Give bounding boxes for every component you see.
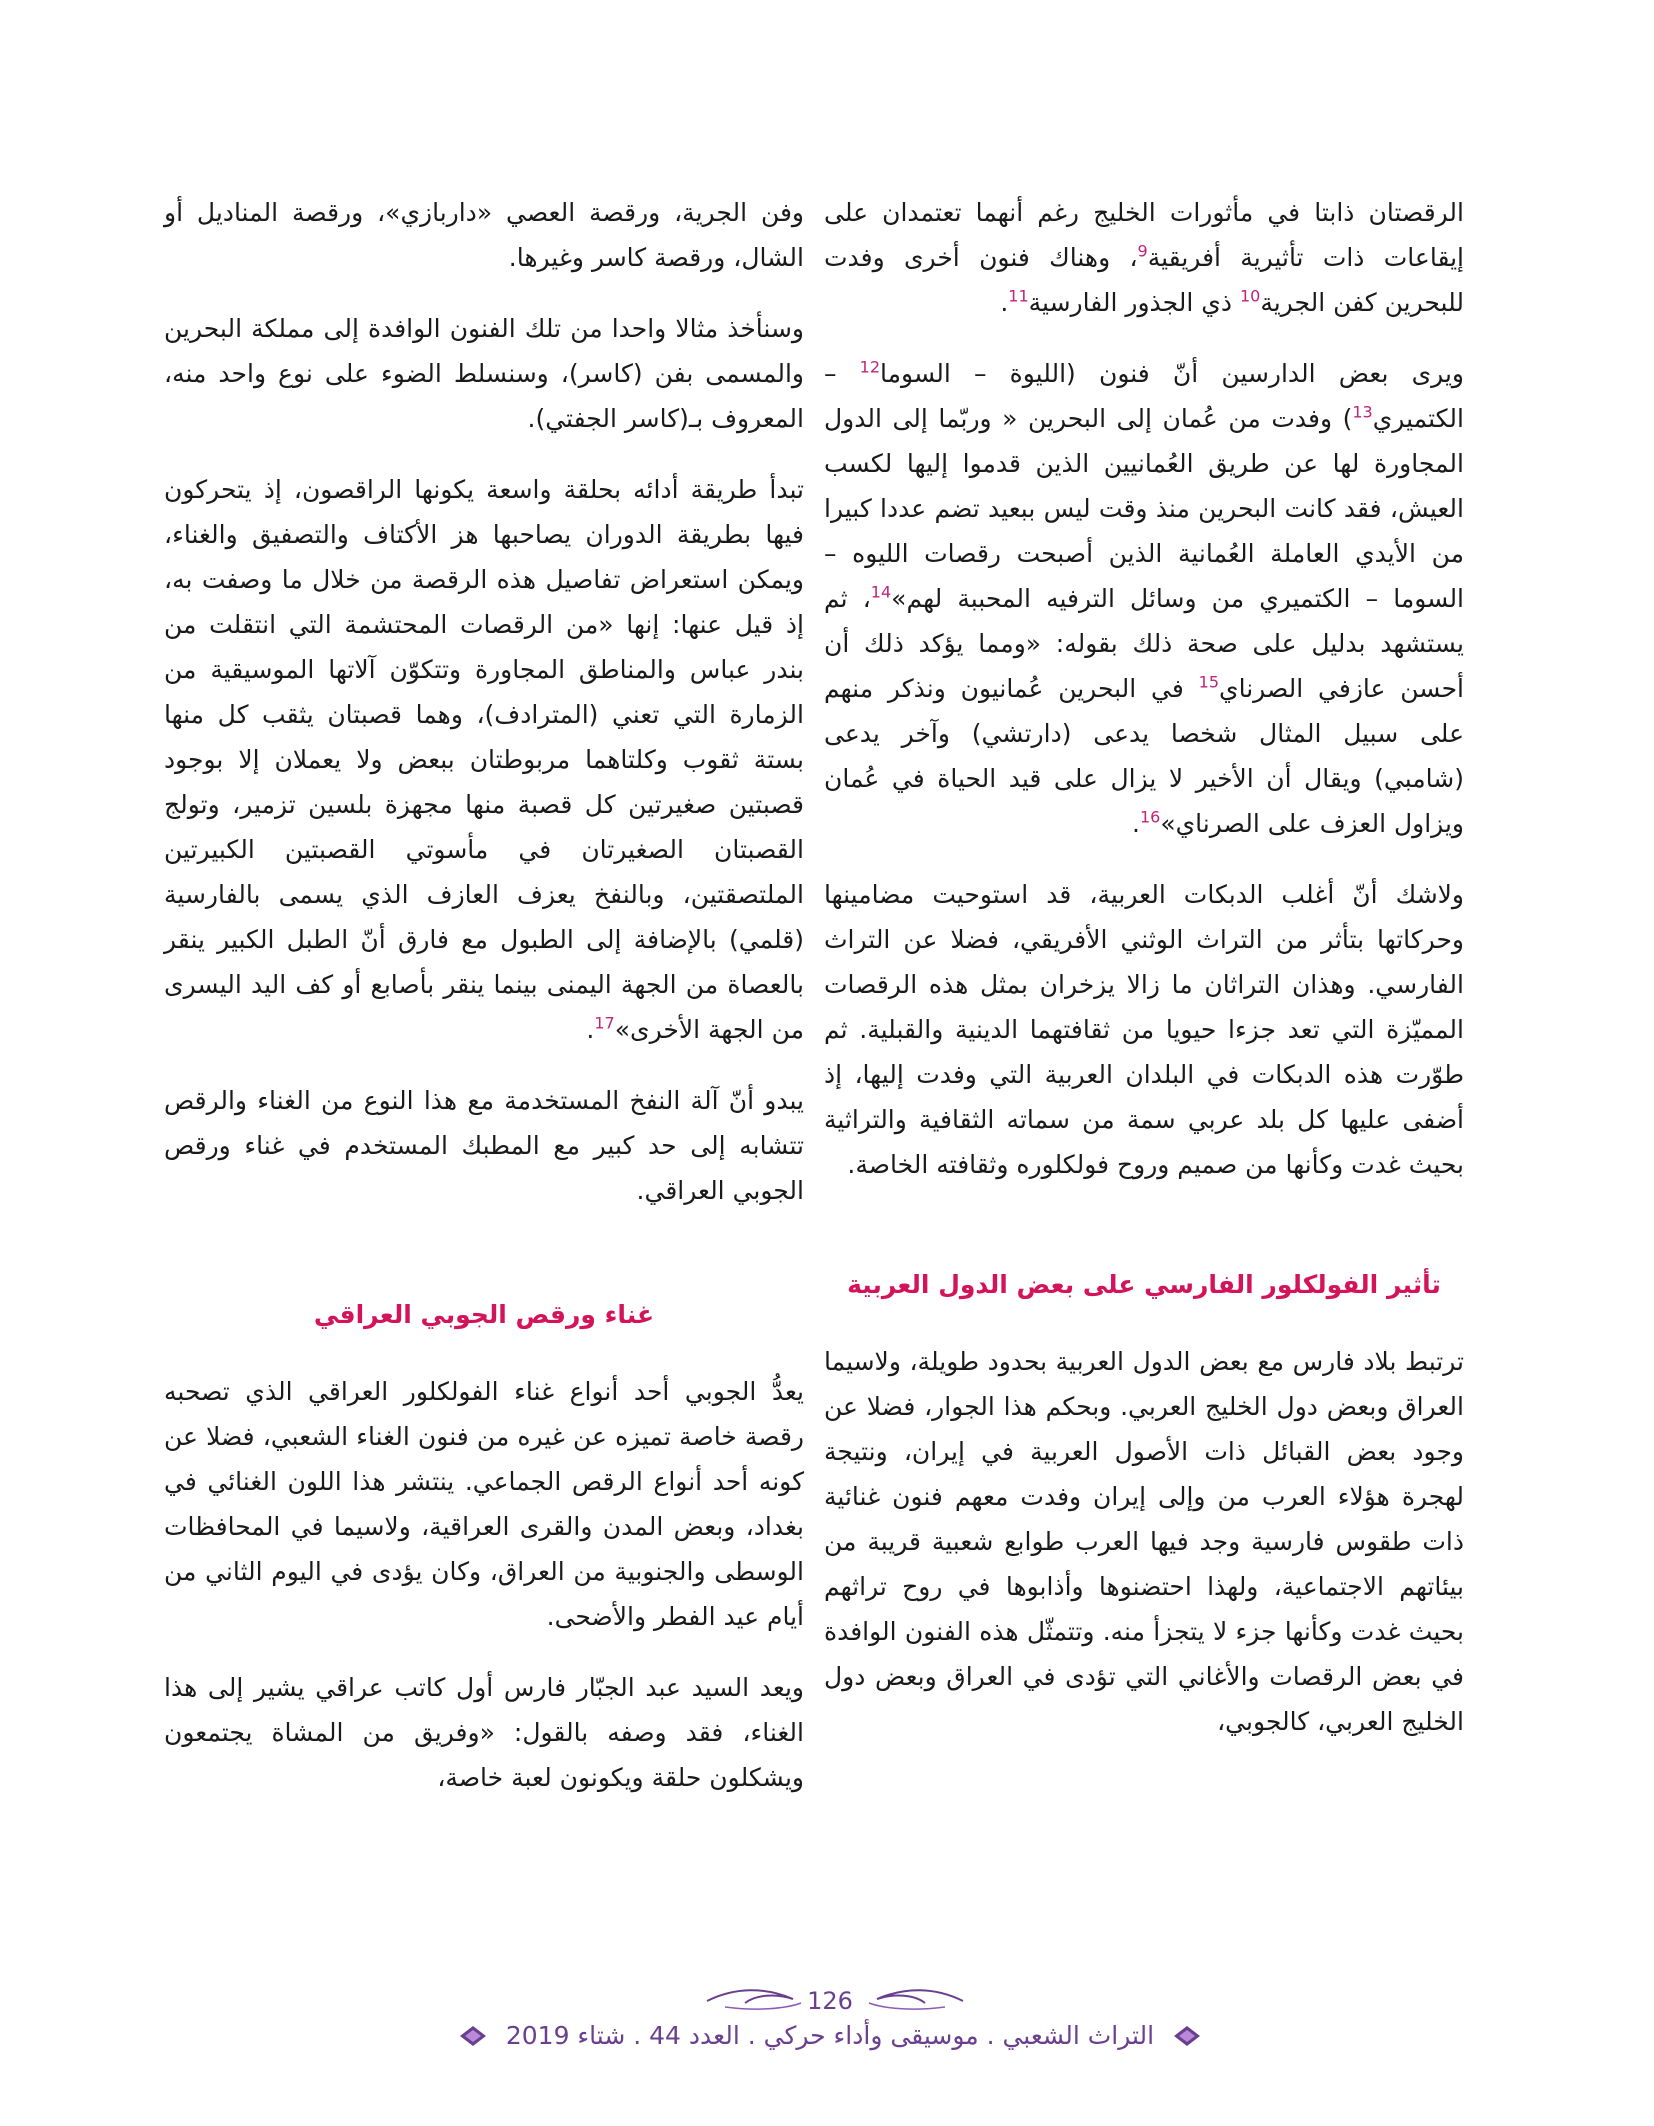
paragraph	[824, 1339, 1464, 1744]
footnote-marker: 9	[1137, 241, 1148, 261]
paragraph-text: وفن الجرية، ورقصة العصي «داربازي»، ورقصة المناديل أو الشال، ورقصة كاسر وغيرها.	[164, 198, 804, 272]
footnote-marker: 15	[1198, 672, 1220, 692]
page-footer	[0, 1985, 1654, 2095]
footnote-marker: 12	[859, 357, 881, 377]
paragraph-text: يعدُّ الجوبي أحد أنواع غناء الفولكلور العراقي الذي تصحبه رقصة خاصة تميزه عن غيره من فنون الغناء الشعبي، فضلا عن كونه أحد أنواع الرقص الجماعي. ينتشر هذا اللون الغنائي في بغداد، وبعض المدن والقرى العراقية، ولاسيما في المحافظات الوسطى والجنوبية من العراق، وكان يؤدى في اليوم الثاني من أيام عيد الفطر والأضحى.	[164, 1377, 804, 1631]
paragraph-text: ) وفدت من عُمان إلى البحرين « وربّما إلى الدول المجاورة لها عن طريق العُمانيين الذين قدموا إليها لكسب العيش، فقد كانت البحرين منذ وقت ليس ببعيد تضم عددا كبيرا من الأيدي العاملة العُمانية الذين أصبحت رقصات الليوه – السوما – الكتميري من وسائل الترفيه المحببة لهم»	[824, 404, 1465, 613]
paragraph-text: ولاشك أنّ أغلب الدبكات العربية، قد استوحيت مضامينها وحركاتها بتأثر من التراث الوثني الأفريقي، فضلا عن التراث الفارسي. وهذان التراثان ما زالا يزخران بمثل هذه الرقصات المميّزة التي تعد جزءا حيويا من ثقافتهما الدينية والقبلية. ثم طوّرت هذه الدبكات في البلدان العربية التي وفدت إليها، إذ أضفى عليها كل بلد عربي سمة من سماته الثقافية والتراثية بحيث غدت وكأنها من صميم وروح فولكلوره وثقافته الخاصة.	[824, 880, 1464, 1179]
footnote-marker: 16	[1139, 807, 1161, 827]
paragraph-text: .	[1000, 288, 1009, 317]
left-column-section-paragraphs	[164, 1369, 804, 1800]
paragraph-text: ، ثم يستشهد بدليل على صحة ذلك بقوله: «ومما يؤكد ذلك أن أحسن عازفي الصرناي	[824, 584, 1464, 703]
paragraph	[164, 1369, 804, 1639]
paragraph-text: يبدو أنّ آلة النفخ المستخدمة مع هذا النوع من الغناء والرقص تتشابه إلى حد كبير مع المطبك المستخدم في غناء ورقص الجوبي العراقي.	[164, 1086, 804, 1205]
paragraph-text: في البحرين عُمانيون ونذكر منهم على سبيل المثال شخصا يدعى (دارتشي) وآخر يدعى (شامبي) ويقال أن الأخير لا يزال على قيد الحياة في عُمان ويزاول العزف على الصرناي»	[824, 674, 1464, 838]
paragraph	[164, 1078, 804, 1213]
paragraph-text: .	[586, 1015, 595, 1044]
paragraph	[824, 872, 1464, 1187]
right-column	[824, 190, 1464, 1770]
section-title-iraqi-jobi: غناء ورقص الجوبي العراقي	[313, 1300, 655, 1329]
paragraph	[824, 351, 1464, 846]
diamond-ornament-icon	[458, 2025, 488, 2047]
paragraph	[164, 190, 804, 280]
running-title: التراث الشعبي . موسيقى وأداء حركي . العدد 44 . شتاء 2019	[505, 2021, 1155, 2050]
paragraph-text: ، وهناك فنون أخرى وفدت للبحرين كفن الجرية	[824, 243, 1464, 317]
paragraph	[164, 1665, 804, 1800]
left-column-paragraphs	[164, 190, 804, 1213]
paragraph	[164, 306, 804, 441]
right-column-section-paragraphs	[824, 1339, 1464, 1744]
footnote-marker: 10	[1239, 286, 1261, 306]
footnote-marker: 13	[1352, 402, 1373, 422]
paragraph-text: ذي الجذور الفارسية	[1028, 288, 1240, 317]
right-column-paragraphs	[824, 190, 1464, 1187]
paragraph-text: الرقصتان ذابتا في مأثورات الخليج رغم أنهما تعتمدان على إيقاعات ذات تأثيرية أفريقية	[824, 198, 1464, 272]
paragraph-text: تبدأ طريقة أدائه بحلقة واسعة يكونها الراقصون، إذ يتحركون فيها بطريقة الدوران يصاحبها هز الأكتاف والتصفيق والغناء، ويمكن استعراض تفاصيل هذه الرقصة من خلال ما وصفت به، إذ قيل عنها: إنها «من الرقصات المحتشمة التي انتقلت من بندر عباس والمناطق المجاورة وتتكوّن آلاتها الموسيقية من الزمارة التي تعني (المترادف)، وهما قصبتان يثقب كل منها بستة ثقوب وكلتاهما مربوطتان ببعض ولا يعملان إلا بوجود قصبتين صغيرتين كل قصبة منها مجهزة بلسين تزمير، وتولج القصبتان الصغيرتان في مأسوتي القصبتين الكبيرتين الملتصقتين، وبالنفخ يعزف العازف الذي يسمى بالفارسية (قلمي) بالإضافة إلى الطبول مع فارق أنّ الطبل الكبير ينقر بالعصاة من الجهة اليمنى بينما ينقر بأصابع أو كف اليد اليسرى من الجهة الأخرى»	[164, 475, 804, 1044]
paragraph	[164, 467, 804, 1052]
paragraph-text: ويعد السيد عبد الجبّار فارس أول كاتب عراقي يشير إلى هذا الغناء، فقد وصفه بالقول: «وفريق من المشاة يجتمعون ويشكلون حلقة ويكونون لعبة خاصة،	[164, 1673, 804, 1792]
footnote-marker: 17	[594, 1013, 615, 1033]
footnote-marker: 14	[870, 582, 892, 602]
footnote-marker: 11	[1008, 286, 1029, 306]
paragraph-text: .	[1132, 809, 1140, 838]
left-column	[164, 190, 804, 1826]
page-number: 126	[807, 1987, 853, 2015]
paragraph-text: ويرى بعض الدارسين أنّ فنون (الليوة – السوما	[880, 359, 1464, 388]
paragraph	[824, 190, 1464, 325]
paragraph-text: وسنأخذ مثالا واحدا من تلك الفنون الوافدة إلى مملكة البحرين والمسمى بفن (كاسر)، وسنسلط الضوء على نوع واحد منه، المعروف بـ(كاسر الجفتي).	[164, 314, 804, 433]
paragraph-text: ترتبط بلاد فارس مع بعض الدول العربية بحدود طويلة، ولاسيما العراق وبعض دول الخليج العربي. وبحكم هذا الجوار، فضلا عن وجود بعض القبائل ذات الأصول العربية في إيران، ونتيجة لهجرة هؤلاء العرب من وإلى إيران وفدت معهم فنون غنائية ذات طقوس فارسية وجد فيها العرب طوابع شعبية قريبة من بيئاتهم الاجتماعية، ولهذا احتضنوها وأذابوها في روح تراثهم بحيث غدت وكأنها جزء لا يتجزأ منه. وتتمثّل هذه الفنون الوافدة في بعض الرقصات والأغاني التي تؤدى في العراق وبعض دول الخليج العربي، كالجوبي،	[824, 1347, 1464, 1736]
section-title-persian-influence: تأثير الفولكلور الفارسي على بعض الدول العربية	[847, 1270, 1441, 1299]
paragraph-text: – الكتميري	[824, 359, 1464, 433]
